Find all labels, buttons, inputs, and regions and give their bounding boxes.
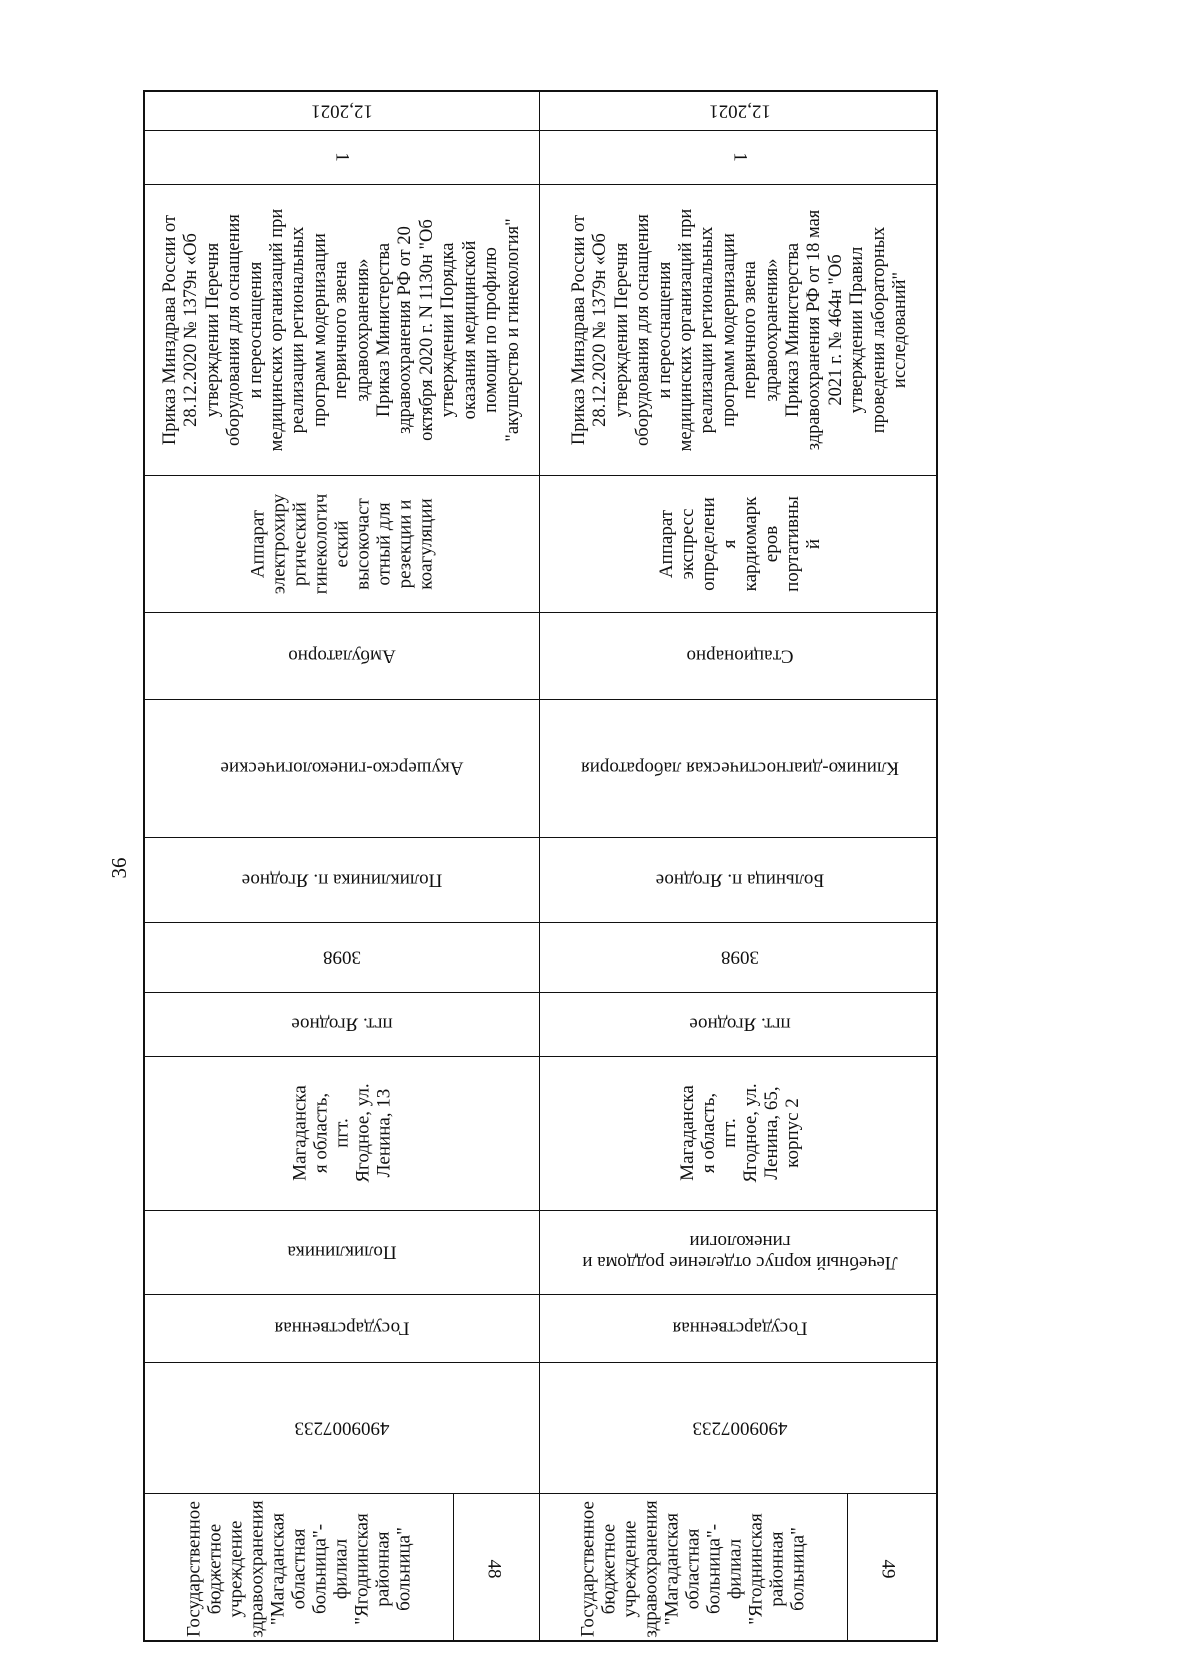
row-48-settlement	[145, 992, 539, 1056]
row-48-address	[145, 1056, 539, 1210]
row-49-institution	[543, 1493, 843, 1644]
row-49-address	[539, 1056, 940, 1210]
equipment-table	[143, 90, 938, 1642]
cell-text: Поликлиника п. Ягодное	[241, 869, 443, 890]
cell-text: Поликлиника	[287, 1241, 397, 1263]
cell-text: Государственная	[274, 1317, 410, 1339]
cell-text: 3098	[323, 946, 361, 968]
cell-text: пгт. Ягодное	[688, 1013, 791, 1035]
cell-text: Приказ Минздрава России от 28.12.2020 № 1379н «Об утверждении Перечня оборудования для оснащения и переоснащения медицинских организаций при реализации региональных программ модернизации первичного звена здравоохранения» Приказ Министерства здравоохранения РФ от 18 мая 2021 г. № 464н "Об утверждении Правил проведения лабораторных исследований"	[568, 208, 910, 451]
cell-text: Государственная	[672, 1317, 807, 1339]
row-48-equipment	[145, 475, 539, 612]
row-48-care-type	[145, 612, 539, 699]
cell-text: Государственное бюджетное учреждение здравоохранения "Магаданская областная больница"- филиал "Ягоднинская районная больница"	[577, 1499, 809, 1638]
cell-text: Стационарно	[686, 645, 793, 666]
row-49-facility	[539, 837, 940, 922]
row-49-basis	[539, 184, 940, 475]
cell-text: 3098	[720, 946, 759, 968]
row-48-date	[145, 92, 539, 130]
row-48-institution	[149, 1493, 449, 1644]
cell-text: Магаданска я область, пгт. Ягодное, ул. Ленина, 13	[289, 1083, 395, 1183]
cell-text: Аппарат экспресс определени я кардиомарк еров портативны й	[655, 495, 824, 592]
cell-text: Аппарат электрохиру ргический гинекологич еский высокочаст отный для резекции и коагуляции	[247, 493, 437, 594]
row-48-no	[453, 1493, 535, 1644]
cell-text: Больница п. Ягодное	[655, 869, 824, 890]
row-49-quantity	[539, 130, 940, 184]
cell-text: 49	[877, 1559, 899, 1578]
row-48-inn	[145, 1362, 539, 1493]
row-49-settlement	[539, 992, 940, 1056]
cell-text: 48	[483, 1559, 505, 1578]
cell-text: пгт. Ягодное	[291, 1013, 393, 1035]
cell-text: 1	[331, 152, 353, 162]
page-number: 36	[106, 857, 131, 879]
number-column-divider	[847, 1493, 848, 1640]
row-48-ownership	[145, 1294, 539, 1362]
row-49-inn	[539, 1362, 940, 1493]
row-49-department	[539, 699, 940, 837]
cell-text: Клинико-диагностическая лаборатория	[580, 757, 899, 779]
row-49-population	[539, 922, 940, 992]
row-49-building	[539, 1210, 940, 1294]
row-48-department	[145, 699, 539, 837]
row-49-no	[847, 1493, 929, 1644]
cell-text: 4909007233	[692, 1417, 787, 1438]
row-49-ownership	[539, 1294, 940, 1362]
row-48-building	[145, 1210, 539, 1294]
cell-text: 4909007233	[294, 1417, 390, 1438]
cell-text: 12,2021	[708, 100, 771, 122]
cell-text: Государственное бюджетное учреждение здравоохранения "Магаданская областная больница"- филиал "Ягоднинская районная больница"	[183, 1499, 415, 1638]
cell-text: Лечебный корпус отделение роддома и гинекологии	[581, 1231, 898, 1273]
row-48-population	[145, 922, 539, 992]
row-48-quantity	[145, 130, 539, 184]
row-48-facility	[145, 837, 539, 922]
cell-text: Приказ Минздрава России от 28.12.2020 № 1379н «Об утверждении Перечня оборудования для оснащения и переоснащения медицинских организаций при реализации региональных программ модернизации первичного звена здравоохранения» Приказ Министерства здравоохранения РФ от 20 октября 2020 г. N 1130н "Об утверждении Порядка оказания медицинской помощи по профилю "акушерство и гинекология"	[160, 208, 523, 451]
cell-text: Магаданска я область, пгт. Ягодное, ул. Ленина, 65, корпус 2	[676, 1083, 803, 1183]
cell-text: Акушерско-гинекологические	[220, 757, 464, 779]
cell-text: Амбулаторно	[288, 645, 396, 666]
row-49-date	[539, 92, 940, 130]
row-49-care-type	[539, 612, 940, 699]
cell-text: 1	[729, 152, 750, 162]
number-column-divider	[453, 1493, 454, 1640]
row-48-basis	[145, 184, 539, 475]
cell-text: 12,2021	[311, 100, 373, 122]
row-49-equipment	[539, 475, 940, 612]
